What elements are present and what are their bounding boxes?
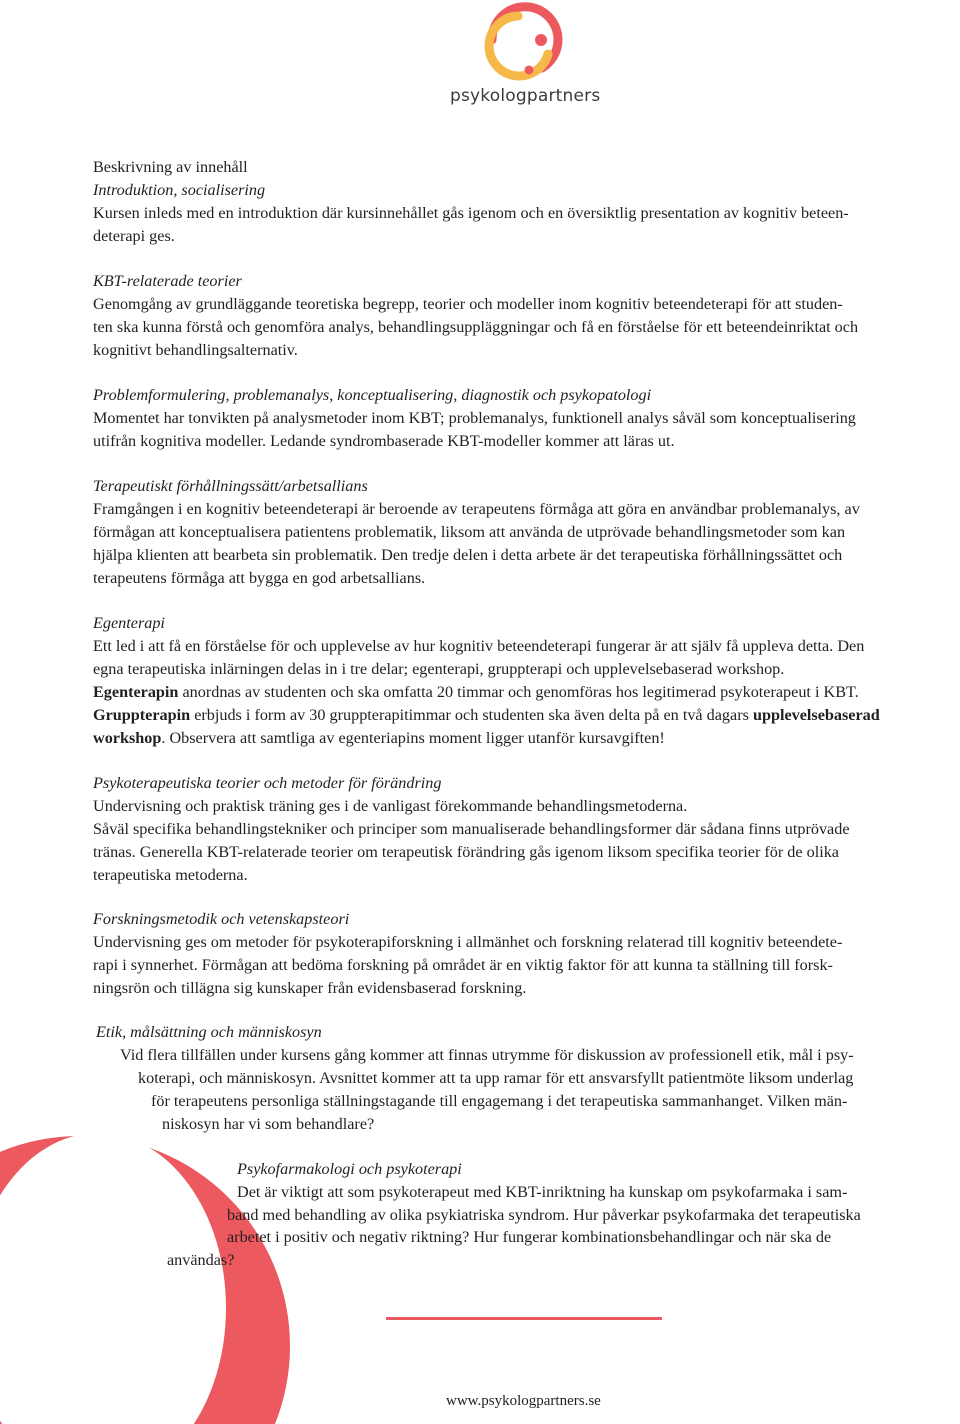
section-heading: KBT-relaterade teorier: [93, 272, 242, 290]
paragraph-line: ten ska kunna förstå och genomföra analys, behandlingsuppläggningar och få en förståelse för ett beteendeinriktat och: [93, 318, 859, 336]
text-run: anordnas av studenten och ska omfatta 20 timmar och genomföras hos legitimerad psykoterapeut i KBT.: [178, 683, 859, 701]
paragraph-line: terapeutiska metoderna.: [93, 866, 248, 884]
section-heading: Etik, målsättning och människosyn: [96, 1023, 322, 1041]
bold-term: upplevelsebaserad: [752, 706, 880, 724]
bold-term: Egenterapin: [93, 683, 179, 701]
paragraph-line: Det är viktigt att som psykoterapeut med KBT-inriktning ha kunskap om psykofarmaka i sam-: [237, 1183, 848, 1201]
paragraph-line: Undervisning ges om metoder för psykoterapiforskning i allmänhet och forskning relaterad till kognitiv beteendete-: [93, 933, 843, 951]
paragraph-line: niskosyn har vi som behandlare?: [162, 1115, 375, 1133]
paragraph-line: [93, 704, 880, 726]
section-heading: Psykoterapeutiska teorier och metoder för förändring: [93, 774, 442, 792]
paragraph-line: Såväl specifika behandlingstekniker och principer som manualiserade behandlingsformer där sådana finns utprövade: [93, 820, 850, 838]
paragraph-line: tränas. Generella KBT-relaterade teorier om terapeutisk förändring gås igenom liksom specifika teorier för de olika: [93, 843, 839, 861]
paragraph-line: kognitivt behandlingsalternativ.: [93, 341, 298, 359]
section-heading: Forskningsmetodik och vetenskapsteori: [93, 910, 350, 928]
paragraph-line: användas?: [167, 1251, 235, 1269]
section-heading: Egenterapi: [93, 614, 165, 632]
paragraph-line: Undervisning och praktisk träning ges i de vanligast förekommande behandlingsmetoderna.: [93, 797, 688, 815]
paragraph-line: koterapi, och människosyn. Avsnittet kommer att ta upp ramar för ett ansvarsfyllt patientmöte liksom underlag: [138, 1069, 854, 1087]
paragraph-line: Genomgång av grundläggande teoretiska begrepp, teorier och modeller inom kognitiv beteendeterapi för att studen-: [93, 295, 843, 313]
paragraph-line: förmågan att konceptualisera patientens problematik, liksom att använda de utprövade behandlingsmetoder som kan: [93, 523, 846, 541]
paragraph-line: Momentet har tonvikten på analysmetoder inom KBT; problemanalys, funktionell analys såväl som konceptualisering: [93, 409, 856, 427]
paragraph-line: terapeutens förmåga att bygga en god arbetsallians.: [93, 569, 426, 587]
paragraph-line: rapi i synnerhet. Förmågan att bedöma forskning på området är en viktig faktor för att kunna ta ställning till forsk-: [93, 956, 833, 974]
paragraph-line: [93, 727, 665, 749]
section-heading: Introduktion, socialisering: [93, 181, 266, 199]
paragraph-line: utifrån kognitiva modeller. Ledande syndrombaserade KBT-modeller kommer att läras ut.: [93, 432, 675, 450]
section-heading: Terapeutiskt förhållningssätt/arbetsallians: [93, 477, 368, 495]
text-run: erbjuds i form av 30 gruppterapitimmar och studenten ska även delta på en två dagars: [190, 706, 753, 724]
paragraph-line: [93, 681, 859, 703]
paragraph-line: egna terapeutiska inlärningen delas in i tre delar; egenterapi, gruppterapi och upplevelsebaserad workshop.: [93, 660, 785, 678]
paragraph-line: Beskrivning av innehåll: [93, 158, 248, 176]
bold-term: workshop: [93, 729, 162, 747]
footer-url[interactable]: www.psykologpartners.se: [446, 1393, 601, 1409]
section-heading: Psykofarmakologi och psykoterapi: [237, 1160, 462, 1178]
paragraph-line: Ett led i att få en förståelse för och upplevelse av hur kognitiv beteendeterapi fungerar är att själv få uppleva detta. Den: [93, 637, 865, 655]
paragraph-line: hjälpa klienten att bearbeta sin problematik. Den tredje delen i detta arbete är det terapeutiska förhållningssättet och: [93, 546, 843, 564]
paragraph-line: Framgången i en kognitiv beteendeterapi är beroende av terapeutens förmåga att göra en användbar problemanalys, av: [93, 500, 860, 518]
paragraph-line: deterapi ges.: [93, 227, 175, 245]
section-heading: Problemformulering, problemanalys, konceptualisering, diagnostik och psykopatologi: [93, 386, 652, 404]
paragraph-line: Kursen inleds med en introduktion där kursinnehållet gås igenom och en översiktlig presentation av kognitiv beteen-: [93, 204, 849, 222]
brand-name: psykologpartners: [450, 86, 601, 106]
paragraph-line: ningsrön och tillägna sig kunskaper från evidensbaserad forskning.: [93, 979, 527, 997]
paragraph-line: för terapeutens personliga ställningstagande till engagemang i det terapeutiska sammanhanget. Vilken män-: [151, 1092, 848, 1110]
bold-term: Gruppterapin: [93, 706, 191, 724]
text-run: . Observera att samtliga av egenteriapins moment ligger utanför kursavgiften!: [161, 729, 665, 747]
paragraph-line: Vid flera tillfällen under kursens gång kommer att finnas utrymme för diskussion av professionell etik, mål i psy-: [120, 1046, 854, 1064]
paragraph-line: band med behandling av olika psykiatriska syndrom. Hur påverkar psykofarmaka det terapeutiska: [227, 1206, 861, 1224]
paragraph-line: arbetet i positiv och negativ riktning? Hur fungerar kombinationsbehandlingar och när ska de: [227, 1228, 832, 1246]
